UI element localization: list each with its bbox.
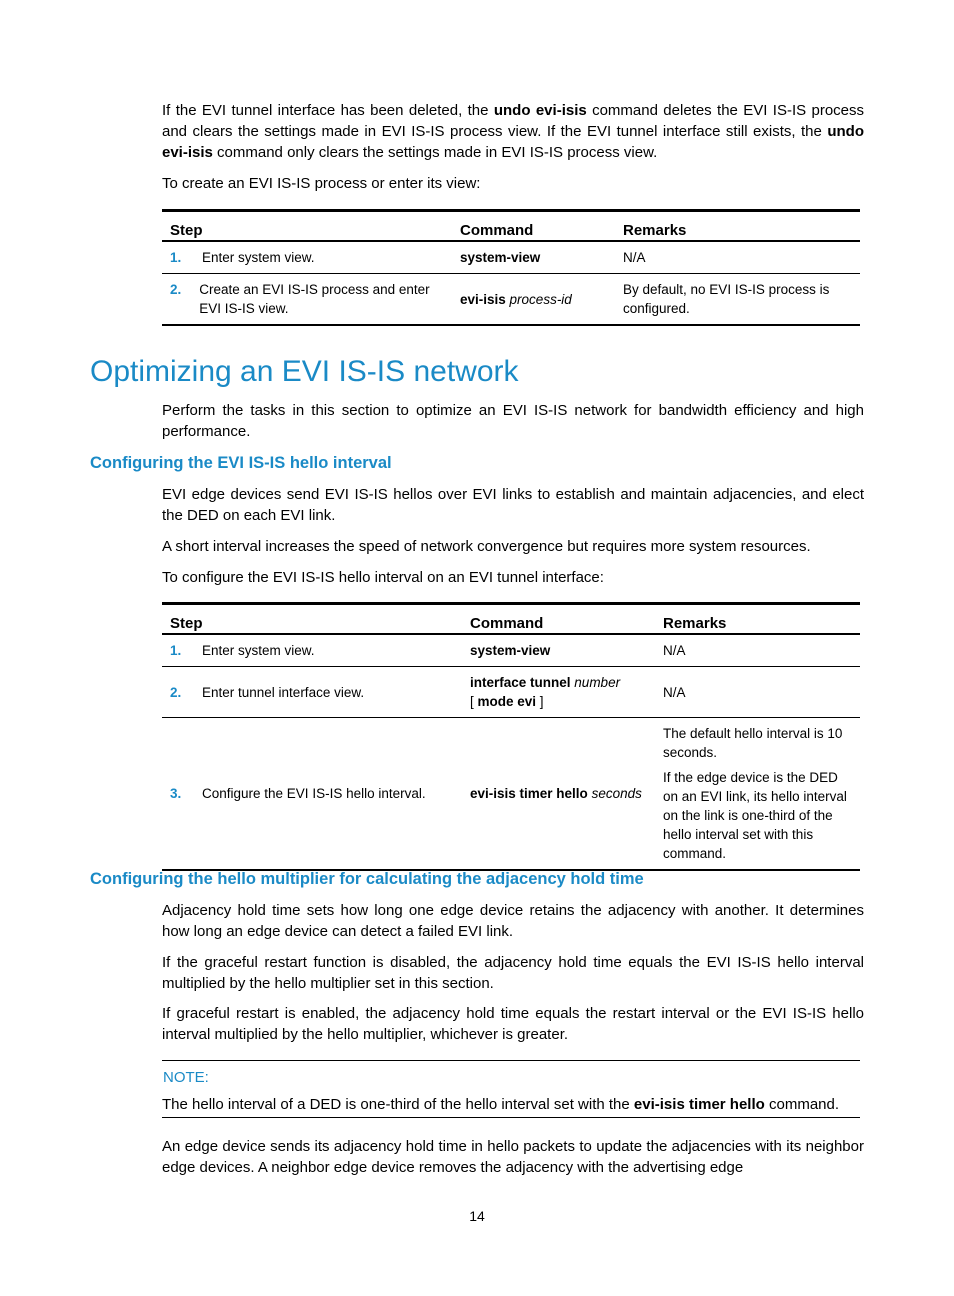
- remarks-header: Remarks: [655, 604, 860, 635]
- step-text: Enter system view.: [202, 643, 315, 658]
- table-row: [162, 274, 860, 326]
- step-number: 2.: [170, 684, 182, 700]
- command-text: system-view: [470, 643, 551, 658]
- step-number: 3.: [170, 786, 182, 801]
- command-text: evi-isis timer hello: [470, 786, 588, 801]
- table-row: [162, 718, 860, 871]
- intro-text-d: command only clears the settings made in EVI IS-IS process view.: [212, 144, 658, 161]
- step-text: Create an EVI IS-IS process and enter EVI IS-IS view.: [199, 282, 430, 316]
- note-text: [162, 1094, 860, 1115]
- remarks-text: N/A: [655, 667, 860, 718]
- step-text: Enter tunnel interface view.: [202, 684, 365, 700]
- subsection-title-hello-interval: Configuring the EVI IS-IS hello interval: [90, 454, 392, 472]
- remarks-text: By default, no EVI IS-IS process is configured.: [615, 274, 860, 326]
- hello-multiplier-paragraph-3: If graceful restart is enabled, the adjacency hold time equals the restart interval or the EVI IS-IS hello interval multiplied by the hello multiplier, whichever is greater.: [162, 1005, 864, 1043]
- intro-text-a: If the EVI tunnel interface has been deleted, the: [162, 102, 494, 119]
- hello-interval-paragraph-2: A short interval increases the speed of network convergence but requires more system resources.: [162, 538, 811, 555]
- command-text: interface tunnel: [470, 675, 571, 690]
- hello-multiplier-paragraph-1: Adjacency hold time sets how long one edge device retains the adjacency with another. It determines how long an edge device can detect a failed EVI link.: [162, 902, 864, 940]
- subsection-title-hello-multiplier: Configuring the hello multiplier for calculating the adjacency hold time: [90, 870, 644, 888]
- note-text-c: command.: [764, 1096, 840, 1113]
- remarks-text: N/A: [615, 241, 860, 274]
- command-argument: seconds: [591, 786, 642, 801]
- command-header: Command: [452, 211, 615, 242]
- command-header: Command: [462, 604, 655, 635]
- section-title: Optimizing an EVI IS-IS network: [90, 355, 519, 388]
- hello-multiplier-paragraph-4: An edge device sends its adjacency hold time in hello packets to update the adjacencies with its neighbor edge devices. A neighbor edge device removes the adjacency with the advertising edge: [162, 1138, 864, 1176]
- intro-command-1: undo evi-isis: [493, 102, 587, 119]
- command-bracket-close: ]: [536, 694, 544, 709]
- step-number: 1.: [170, 250, 182, 265]
- intro-text-c: command deletes the EVI IS-IS process and clears the settings made in EVI IS-IS process view. If the EVI tunnel interface still exists, the: [162, 102, 865, 140]
- step-number: 1.: [170, 643, 182, 658]
- hello-interval-paragraph-3: To configure the EVI IS-IS hello interval on an EVI tunnel interface:: [162, 569, 604, 586]
- step-header: Step: [162, 604, 462, 635]
- command-text: evi-isis: [460, 291, 506, 307]
- note-command: evi-isis timer hello: [633, 1096, 765, 1113]
- table-row: [162, 667, 860, 718]
- step-text: Enter system view.: [202, 250, 315, 265]
- note-text-a: The hello interval of a DED is one-third of the hello interval set with the: [162, 1096, 634, 1113]
- hello-multiplier-paragraph-2: If the graceful restart function is disabled, the adjacency hold time equals the EVI IS-IS hello interval multiplied by the hello multiplier set in this section.: [162, 954, 864, 992]
- step-text: Configure the EVI IS-IS hello interval.: [202, 786, 426, 801]
- remarks-text: The default hello interval is 10 seconds.: [663, 726, 843, 760]
- command-keyword: mode evi: [477, 694, 537, 709]
- step-header: Step: [162, 211, 452, 242]
- hello-interval-paragraph-1: EVI edge devices send EVI IS-IS hellos over EVI links to establish and maintain adjacencies, and elect the DED on each EVI link.: [162, 486, 864, 524]
- command-argument: number: [574, 675, 621, 690]
- step-number: 2.: [170, 282, 182, 297]
- section-intro: Perform the tasks in this section to optimize an EVI IS-IS network for bandwidth efficiency and high performance.: [162, 402, 864, 440]
- intro-paragraph-2: To create an EVI IS-IS process or enter its view:: [162, 175, 481, 192]
- intro-command-2: undo evi-isis: [162, 123, 864, 161]
- command-bracket-open: [: [470, 694, 478, 709]
- table-row: [162, 241, 860, 274]
- note-box: [162, 1060, 860, 1118]
- intro-paragraph: [162, 100, 864, 163]
- hello-interval-table: [162, 602, 860, 871]
- create-process-table: [162, 209, 860, 326]
- note-label: NOTE:: [163, 1069, 209, 1086]
- page-number: 14: [469, 1208, 485, 1224]
- remarks-text: If the edge device is the DED on an EVI link, its hello interval on the link is one-third of the hello interval set with this command.: [663, 770, 847, 861]
- table-row: [162, 634, 860, 667]
- remarks-text: N/A: [655, 634, 860, 667]
- command-argument: process-id: [509, 291, 572, 307]
- remarks-header: Remarks: [615, 211, 860, 242]
- command-text: system-view: [460, 250, 541, 265]
